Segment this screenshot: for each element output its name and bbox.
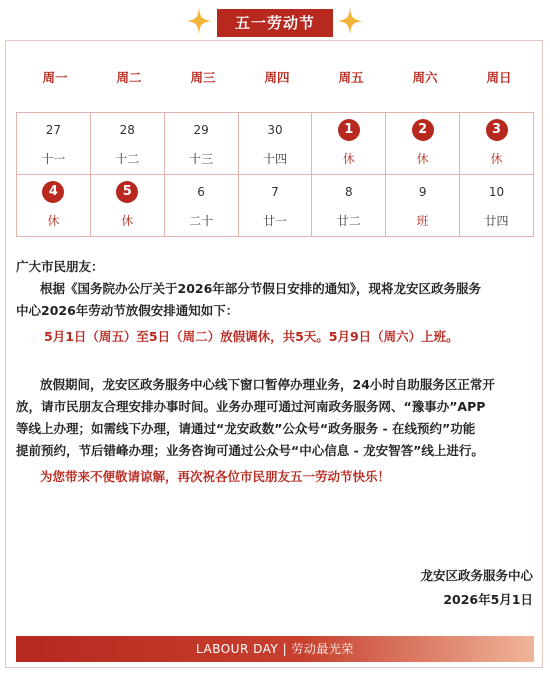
calendar-cell-holiday — [17, 175, 91, 237]
weekday-label: 周五 — [338, 70, 364, 85]
holiday-calendar — [16, 112, 534, 237]
rest-label: 休 — [47, 214, 60, 228]
weekday-label: 周一 — [42, 70, 68, 85]
header — [0, 0, 550, 40]
calendar-cell — [164, 175, 238, 237]
sparkle-icon — [187, 7, 211, 35]
sparkle-icon — [338, 7, 362, 35]
notice-paragraph-line: 放，请市民朋友合理安排办事时间。业务办理可通过河南政务服务网、“豫事办”APP — [16, 399, 486, 414]
weekday-label: 周二 — [116, 70, 142, 85]
holiday-day-badge: 3 — [486, 119, 508, 141]
rest-label: 休 — [490, 152, 503, 166]
day-number: 6 — [197, 185, 205, 199]
holiday-day-badge: 1 — [338, 119, 360, 141]
holiday-day-badge: 5 — [116, 181, 138, 203]
calendar-cell-holiday — [312, 113, 386, 175]
holiday-day-badge: 4 — [42, 181, 64, 203]
lunar-date: 十二 — [115, 152, 140, 166]
calendar-cell — [238, 175, 312, 237]
notice-paragraph-line: 等线上办理；如需线下办理，请通过“龙安政数”公众号“政务服务 - 在线预约”功能 — [16, 421, 476, 436]
day-number: 9 — [418, 185, 427, 199]
calendar-cell — [17, 113, 91, 175]
calendar-cell — [386, 175, 460, 237]
issuer-name: 龙安区政务服务中心 — [420, 568, 533, 583]
calendar-row — [17, 113, 534, 175]
notice-paragraph-line: 根据《国务院办公厅关于2026年部分节假日安排的通知》，现将龙安区政务服务 — [40, 281, 482, 296]
holiday-day-badge: 2 — [412, 119, 434, 141]
notice-paragraph-line: 放假期间，龙安区政务服务中心线下窗口暂停办理业务，24小时自助服务区正常开 — [40, 377, 495, 392]
issue-date: 2026年5月1日 — [443, 592, 533, 607]
lunar-date: 十四 — [262, 152, 287, 166]
weekday-label: 周三 — [190, 70, 216, 85]
calendar-cell — [312, 175, 386, 237]
workday-label: 班 — [416, 214, 429, 228]
weekday-label: 周六 — [412, 70, 438, 85]
notice-paragraph-line: 提前预约，节后错峰办理；业务咨询可通过公众号“中心信息 - 龙安智答”线上进行。 — [16, 443, 484, 458]
lunar-date: 十一 — [41, 152, 66, 166]
day-number: 10 — [488, 185, 505, 199]
day-number: 28 — [119, 123, 135, 137]
weekday-header — [18, 68, 536, 88]
holiday-schedule-highlight: 5月1日（周五）至5日（周二）放假调休，共5天。5月9日（周六）上班。 — [44, 329, 459, 344]
rest-label: 休 — [342, 152, 355, 166]
day-number: 8 — [344, 185, 353, 199]
lunar-date: 十三 — [189, 152, 214, 166]
day-number: 30 — [267, 123, 283, 137]
lunar-date: 二十 — [189, 214, 214, 228]
rest-label: 休 — [121, 214, 134, 228]
calendar-cell-holiday — [90, 175, 164, 237]
calendar-cell — [460, 175, 534, 237]
rest-label: 休 — [416, 152, 429, 166]
footer-banner: LABOUR DAY | 劳动最光荣 — [16, 636, 534, 662]
notice-paragraph-line: 中心2026年劳动节放假安排通知如下： — [16, 303, 239, 318]
day-number: 27 — [45, 123, 62, 137]
weekday-label: 周日 — [486, 70, 512, 85]
calendar-cell-holiday — [460, 113, 534, 175]
calendar-cell — [238, 113, 312, 175]
lunar-date: 廿二 — [336, 214, 361, 228]
day-number: 7 — [271, 185, 279, 199]
closing-wishes: 为您带来不便敬请谅解，再次祝各位市民朋友五一劳动节快乐！ — [40, 469, 391, 484]
day-number: 29 — [193, 123, 209, 137]
lunar-date: 廿四 — [484, 214, 509, 228]
calendar-cell-holiday — [386, 113, 460, 175]
page-title: 五一劳动节 — [217, 9, 333, 37]
weekday-label: 周四 — [264, 70, 290, 85]
calendar-cell — [90, 113, 164, 175]
calendar-row — [17, 175, 534, 237]
calendar-cell — [164, 113, 238, 175]
lunar-date: 廿一 — [262, 214, 287, 228]
greeting: 广大市民朋友： — [16, 259, 104, 274]
